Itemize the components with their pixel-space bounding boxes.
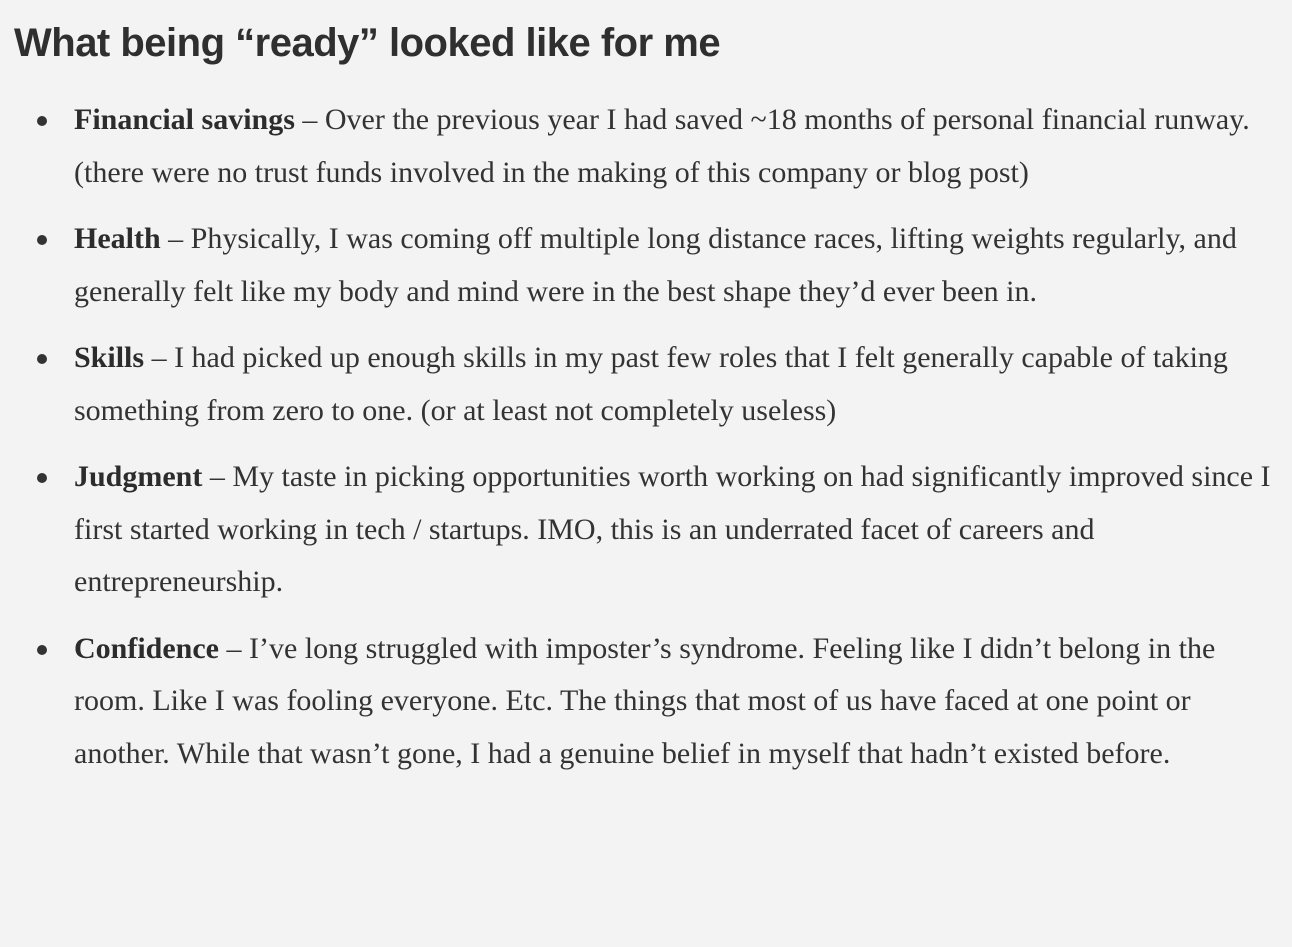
item-term: Financial savings <box>74 103 295 136</box>
list-item-confidence <box>0 623 1292 781</box>
list-item-financial-savings <box>0 94 1292 199</box>
item-text: – Physically, I was coming off multiple long distance races, lifting weights regularly, and generally felt like my body and mind were in the best shape they’d ever been in. <box>74 222 1237 308</box>
item-term: Judgment <box>74 460 203 493</box>
bullet-icon <box>37 116 47 126</box>
list-item-health <box>0 213 1292 318</box>
item-term: Health <box>74 222 161 255</box>
item-text: – I’ve long struggled with imposter’s syndrome. Feeling like I didn’t belong in the room. Like I was fooling everyone. Etc. The things that most of us have faced at one point or another. While that wasn’t gone, I had a genuine belief in myself that hadn’t existed before. <box>74 631 1216 770</box>
section-heading: What being “ready” looked like for me <box>14 21 721 65</box>
bullet-icon <box>37 354 47 364</box>
item-term: Confidence <box>74 631 219 665</box>
readiness-list <box>0 94 1292 780</box>
bullet-icon <box>37 473 47 483</box>
item-text: – I had picked up enough skills in my past few roles that I felt generally capable of taking something from zero to one. (or at least not completely useless) <box>74 341 1228 427</box>
list-item-judgment <box>0 451 1292 609</box>
item-term: Skills <box>74 341 145 374</box>
bullet-icon <box>37 645 47 655</box>
bullet-icon <box>37 235 47 245</box>
item-text: – My taste in picking opportunities worth working on had significantly improved since I first started working in tech / startups. IMO, this is an underrated facet of careers and entrepreneurship. <box>74 460 1271 598</box>
list-item-skills <box>0 332 1292 437</box>
item-text: – Over the previous year I had saved ~18 months of personal financial runway. (there were no trust funds involved in the making of this company or blog post) <box>74 103 1250 189</box>
